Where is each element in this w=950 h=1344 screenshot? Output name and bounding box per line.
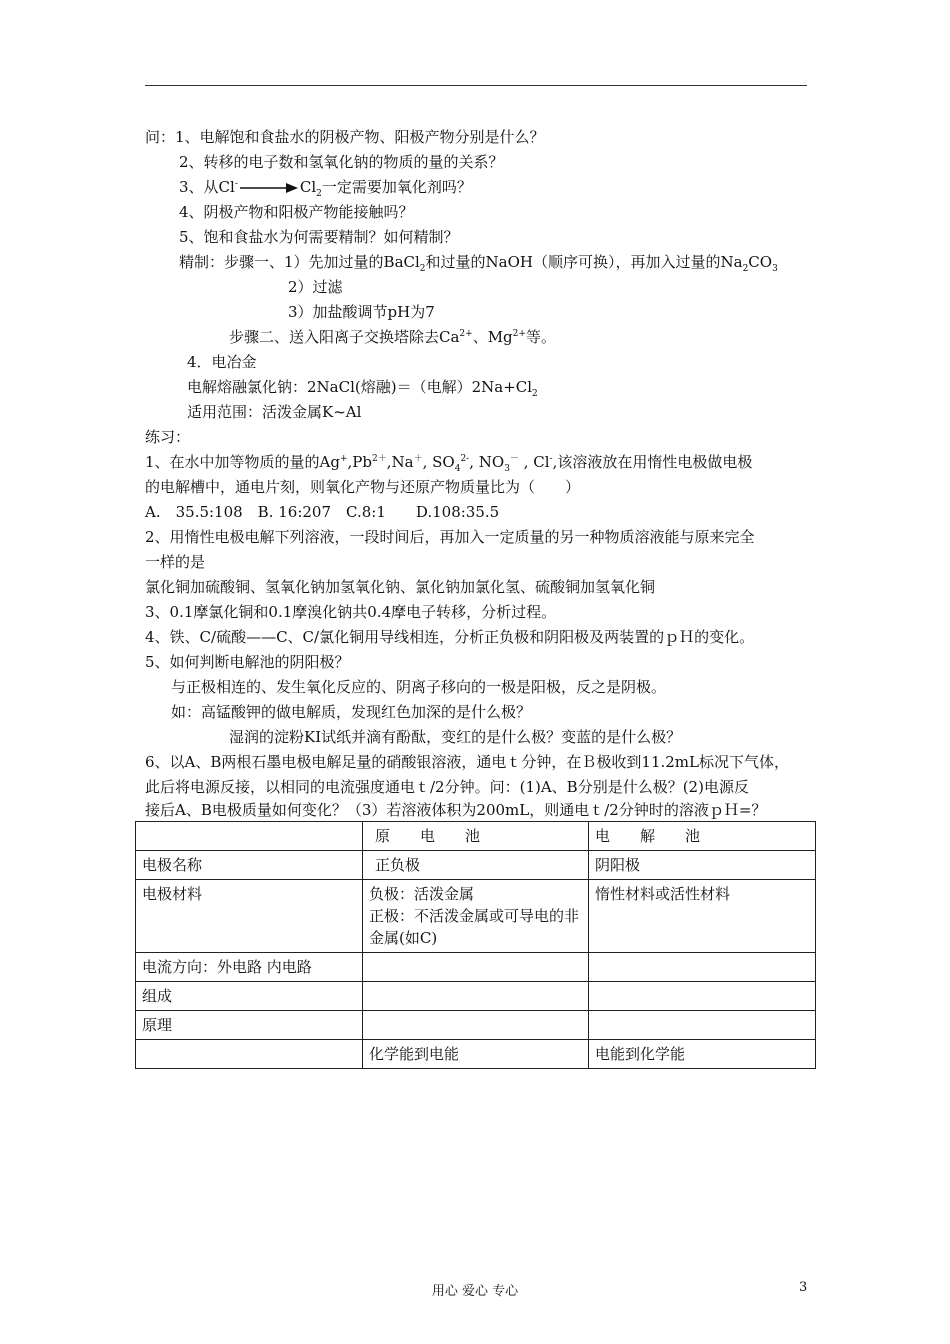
comparison-table xyxy=(135,821,816,1069)
table-row xyxy=(136,1011,816,1040)
table-cell: 正负极 xyxy=(363,851,589,880)
table-row-label: 电流方向：外电路 内电路 xyxy=(136,953,363,982)
header-rule xyxy=(145,85,807,86)
metallurgy-equation: 电解熔融氯化钠：2NaCl(熔融)＝（电解）$2Na+Cl_2$ xyxy=(187,378,538,399)
table-row-label xyxy=(136,1040,363,1069)
page-number: 3 xyxy=(799,1280,808,1295)
table-cell: 化学能到电能 xyxy=(363,1040,589,1069)
metallurgy-scope: 适用范围：活泼金属K~Al xyxy=(187,403,362,421)
table-row xyxy=(136,982,816,1011)
table-row xyxy=(136,1040,816,1069)
table-header-galvanic: 原 电 池 xyxy=(363,822,589,851)
metallurgy-heading: 4．电冶金 xyxy=(187,353,257,371)
table-header-blank xyxy=(136,822,363,851)
table-cell xyxy=(589,953,816,982)
practice-1-options: A. 35.5:108 B. 16:207 C.8:1 D.108:35.5 xyxy=(145,503,500,521)
table-header-row xyxy=(136,822,816,851)
question-3: 3、从Cl- $Cl_2$一定需要加氧化剂吗？ xyxy=(179,178,472,199)
practice-heading: 练习： xyxy=(145,428,191,446)
table-row xyxy=(136,851,816,880)
table-cell: 电能到化学能 xyxy=(589,1040,816,1069)
practice-6-line3: 接后A、B电极质量如何变化？（3）若溶液体积为200mL，则通电ｔ/2分钟时的溶液ｐＨ=？ xyxy=(145,801,767,819)
table-cell xyxy=(589,982,816,1011)
practice-3: 3、0.1摩氯化铜和0.1摩溴化钠共0.4摩电子转移，分析过程。 xyxy=(145,603,557,621)
refine-step1-3: 3）加盐酸调节pH为7 xyxy=(288,303,435,321)
page-footer: 用心 爱心 专心 xyxy=(431,1284,519,1299)
question-5: 5、饱和食盐水为何需要精制？如何精制？ xyxy=(179,228,459,246)
table-cell: 惰性材料或活性材料 xyxy=(589,880,816,953)
practice-1-line2: 的电解槽中，通电片刻，则氧化产物与还原产物质量比为（ ） xyxy=(145,478,581,496)
practice-5-example2: 湿润的淀粉KI试纸并滴有酚酞，变红的是什么极？变蓝的是什么极？ xyxy=(229,728,682,746)
practice-5: 5、如何判断电解池的阴阳极？ xyxy=(145,653,350,671)
table-row-label: 电极名称 xyxy=(136,851,363,880)
table-row-label: 组成 xyxy=(136,982,363,1011)
table-header-electrolytic: 电 解 池 xyxy=(589,822,816,851)
table-row-label: 原理 xyxy=(136,1011,363,1040)
table-row-label: 电极材料 xyxy=(136,880,363,953)
refine-step1: 精制：步骤一、1）先加过量的BaCl$_2$和过量的NaOH（顺序可换），再加入过量的$Na_2CO_3$ xyxy=(179,253,778,274)
practice-1: 1、在水中加等物质的量的$Ag^+,Pb^{2+},Na^+$, $SO_4^{2-}$, $NO_3^-$ , Cl-,该溶液放在用惰性电极做电极 xyxy=(145,453,753,474)
table-row xyxy=(136,953,816,982)
practice-6: 6、以A、B两根石墨电极电解足量的硝酸银溶液，通电ｔ分钟，在Ｂ极收到11.2mL标况下气体， xyxy=(145,753,789,771)
table-row xyxy=(136,880,816,953)
practice-5-example: 如：高锰酸钾的做电解质，发现红色加深的是什么极？ xyxy=(171,703,532,721)
practice-2: 2、用惰性电极电解下列溶液，一段时间后，再加入一定质量的另一种物质溶液能与原来完全 xyxy=(145,528,755,546)
arrow-icon xyxy=(240,183,298,193)
table-cell xyxy=(363,982,589,1011)
table-cell xyxy=(363,953,589,982)
table-cell: 阴阳极 xyxy=(589,851,816,880)
practice-4: 4、铁、C/硫酸——C、C/氯化铜用导线相连，分析正负极和阴阳极及两装置的ｐＨ的变化。 xyxy=(145,628,755,646)
practice-2-line3: 氯化铜加硫酸铜、氢氧化钠加氢氧化钠、氯化钠加氯化氢、硫酸铜加氢氧化铜 xyxy=(145,578,656,596)
refine-step2: 步骤二、送入阳离子交换塔除去$Ca^{2+}$、$Mg^{2+}$等。 xyxy=(229,328,556,346)
practice-2-line2: 一样的是 xyxy=(145,553,206,571)
practice-5-answer: 与正极相连的、发生氧化反应的、阴离子移向的一极是阳极，反之是阴极。 xyxy=(171,678,667,696)
question-2: 2、转移的电子数和氢氧化钠的物质的量的关系？ xyxy=(179,153,504,171)
table-cell: 负极：活泼金属 正极：不活泼金属或可导电的非金属(如C) xyxy=(363,880,589,953)
refine-step1-2: 2）过滤 xyxy=(288,278,343,296)
practice-6-line2: 此后将电源反接，以相同的电流强度通电ｔ/2分钟。问：(1)A、B分别是什么极？(2)电源反 xyxy=(145,778,749,796)
question-1: 问：1、电解饱和食盐水的阴极产物、阳极产物分别是什么？ xyxy=(145,128,545,146)
table-cell xyxy=(589,1011,816,1040)
table-cell xyxy=(363,1011,589,1040)
question-4: 4、阴极产物和阳极产物能接触吗？ xyxy=(179,203,414,221)
